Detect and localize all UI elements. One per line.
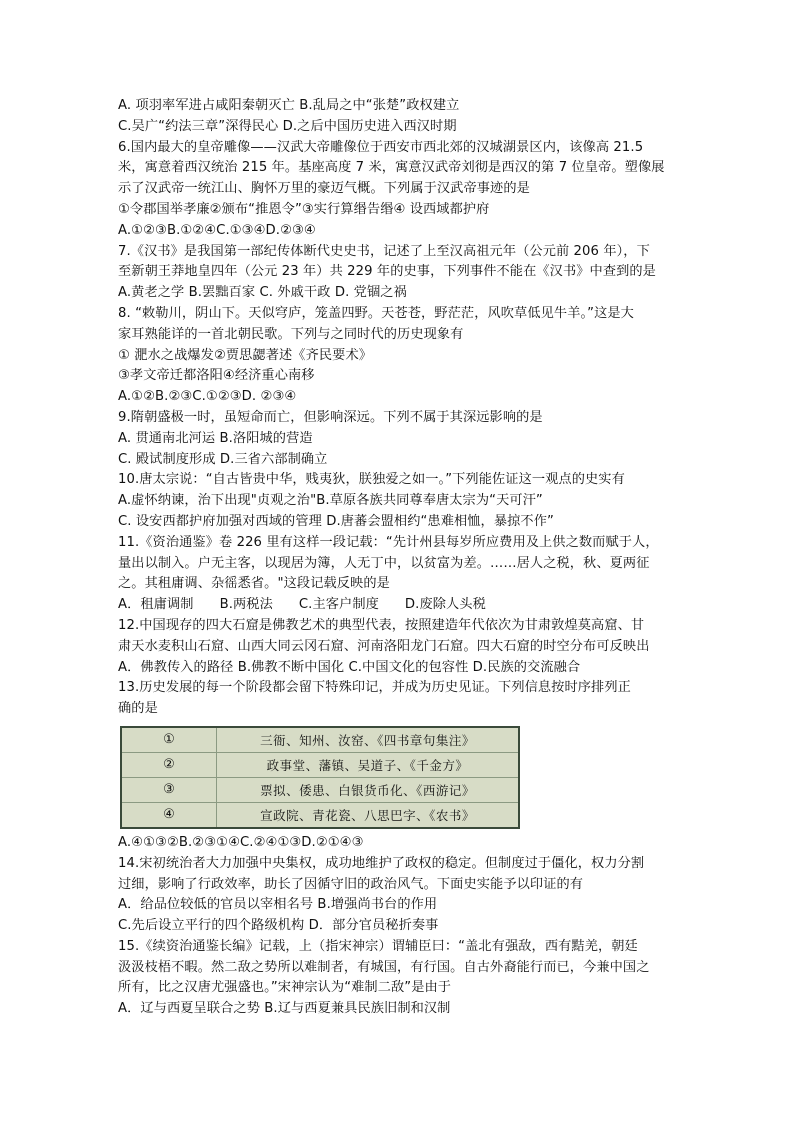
text-line: ① 淝水之战爆发②贾思勰著述《齐民要术》 [118, 347, 373, 363]
question-block-top [118, 96, 678, 595]
text-line: 6.国内最大的皇帝雕像——汉武大帝雕像位于西安市西北郊的汉城湖景区内，该像高 21.5 [118, 139, 644, 155]
table-row [121, 802, 519, 828]
text-line: A. 贯通南北河运 B.洛阳城的营造 [118, 430, 313, 446]
row-number: ③ [121, 777, 217, 802]
table-row [121, 752, 519, 777]
text-line: 13.历史发展的每一个阶段都会留下特殊印记，并成为历史见证。下列信息按时序排列正 [118, 680, 631, 696]
q11-option-c: C.主客户制度 [298, 597, 379, 613]
text-line: 9.隋朝盛极一时，虽短命而亡，但影响深远。下列不属于其深远影响的是 [118, 409, 543, 425]
text-line: 10.唐太宗说：“自古皆贵中华，贱夷狄，朕独爱之如一。”下列能佐证这一观点的史实有 [118, 472, 625, 488]
row-text: 票拟、倭患、白银货币化、《西游记》 [217, 777, 520, 802]
text-line: 过细，影响了行政效率，助长了因循守旧的政治风气。下面史实能予以印证的有 [118, 876, 584, 892]
q13-info-table [120, 726, 520, 829]
text-line: A. 项羽率军进占咸阳秦朝灭亡 B.乱局之中“张楚”政权建立 [118, 98, 460, 113]
text-line: C. 殿试制度形成 D.三省六部制确立 [118, 451, 328, 467]
text-line: 所有，比之汉唐尤强盛也。”宋神宗认为“难制二敌”是由于 [118, 980, 452, 996]
text-line: 确的是 [118, 701, 158, 717]
q11-option-b: B.两税法 [219, 597, 273, 613]
q11-option-a: A．租庸调制 [118, 597, 194, 613]
text-line: C.先后设立平行的四个路级机构 D．部分官员秘折奏事 [118, 918, 439, 934]
text-line: 7.《汉书》是我国第一部纪传体断代史史书，记述了上至汉高祖元年（公元前 206 年），下 [118, 243, 650, 259]
question-block-mid [118, 616, 678, 720]
text-line: ③孝文帝迁都洛阳④经济重心南移 [118, 368, 315, 384]
row-text: 三衙、知州、汝窑、《四书章句集注》 [217, 727, 520, 753]
row-number: ① [121, 727, 217, 753]
text-line: A.①②③B.①②④C.①③④D.②③④ [118, 222, 316, 238]
text-line: A．佛教传入的路径 B.佛教不断中国化 C.中国文化的包容性 D.民族的交流融合 [118, 659, 581, 675]
text-line: A．给品位较低的官员以宰相名号 B.增强尚书台的作用 [118, 897, 438, 913]
text-line: C. 设安西都护府加强对西域的管理 D.唐蕃会盟相约“患难相恤，暴掠不作” [118, 513, 554, 529]
exam-page [118, 96, 678, 1020]
text-line: A.①②B.②③C.①②③D. ②③④ [118, 389, 297, 405]
row-number: ② [121, 752, 217, 777]
row-text: 政事堂、藩镇、吴道子、《千金方》 [217, 752, 520, 777]
text-line: 米，寓意着西汉统治 215 年。基座高度 7 米，寓意汉武帝刘彻是西汉的第 7 位皇帝。塑像展 [118, 160, 665, 176]
text-line: 14.宋初统治者大力加强中央集权，成功地维护了政权的稳定。但制度过于僵化，权力分割 [118, 855, 645, 871]
text-line: 示了汉武帝一统江山、胸怀万里的豪迈气概。下列属于汉武帝事迹的是 [118, 181, 530, 197]
text-line: 至新朝王莽地皇四年（公元 23 年）共 229 年的史事，下列事件不能在《汉书》中查到的是 [118, 264, 656, 280]
text-line: 量出以制入。户无主客，以现居为簿，人无丁中，以贫富为差。……居人之税，秋、夏两征 [118, 555, 650, 571]
text-line: 肃天水麦积山石窟、山西大同云冈石窟、河南洛阳龙门石窟。四大石窟的时空分布可反映出 [118, 638, 650, 654]
table-row [121, 727, 519, 753]
row-text: 宣政院、青花瓷、八思巴字、《农书》 [217, 802, 520, 828]
row-number: ④ [121, 802, 217, 828]
q11-option-d: D.废除人头税 [404, 597, 486, 613]
text-line: 8. “敕勒川，阴山下。天似穹庐，笼盖四野。天苍苍，野茫茫，风吹草低见牛羊。”这是大 [118, 305, 634, 321]
text-line: C.吴广“约法三章”深得民心 D.之后中国历史进入西汉时期 [118, 118, 457, 134]
text-line: 11.《资治通鉴》卷 226 里有这样一段记载：“先计州县每岁所应费用及上供之数而赋于人， [118, 534, 659, 550]
text-line: A.④①③②B.②③①④C.②④①③D.②①④③ [118, 834, 364, 850]
text-line: 汲汲枝梧不暇。然二敌之势所以难制者，有城国，有行国。自古外裔能行而已，今兼中国之 [118, 959, 650, 975]
text-line: 之。其租庸调、杂徭悉省。"这段记载反映的是 [118, 576, 390, 592]
question-block-bottom [118, 833, 678, 1020]
text-line: A．辽与西夏呈联合之势 B.辽与西夏兼具民族旧制和汉制 [118, 1001, 451, 1017]
text-line: ①令郡国举孝廉②颁布“推恩令”③实行算缗告缗④ 设西域都护府 [118, 201, 490, 217]
text-line: 12.中国现存的四大石窟是佛教艺术的典型代表，按照建造年代依次为甘肃敦煌莫高窟、甘 [118, 617, 645, 633]
text-line: A.虚怀纳谏，治下出现"贞观之治"B.草原各族共同尊奉唐太宗为“天可汗” [118, 493, 543, 509]
table-row [121, 777, 519, 802]
text-line: 15.《续资治通鉴长编》记载，上（指宋神宗）谓辅臣曰：“盖北有强敌，西有黠羌，朝廷 [118, 938, 638, 954]
text-line: A.黄老之学 B.罢黜百家 C. 外戚干政 D. 党锢之祸 [118, 285, 407, 301]
text-line: 家耳熟能详的一首北朝民歌。下列与之同时代的历史现象有 [118, 326, 464, 342]
q11-options [118, 595, 678, 616]
